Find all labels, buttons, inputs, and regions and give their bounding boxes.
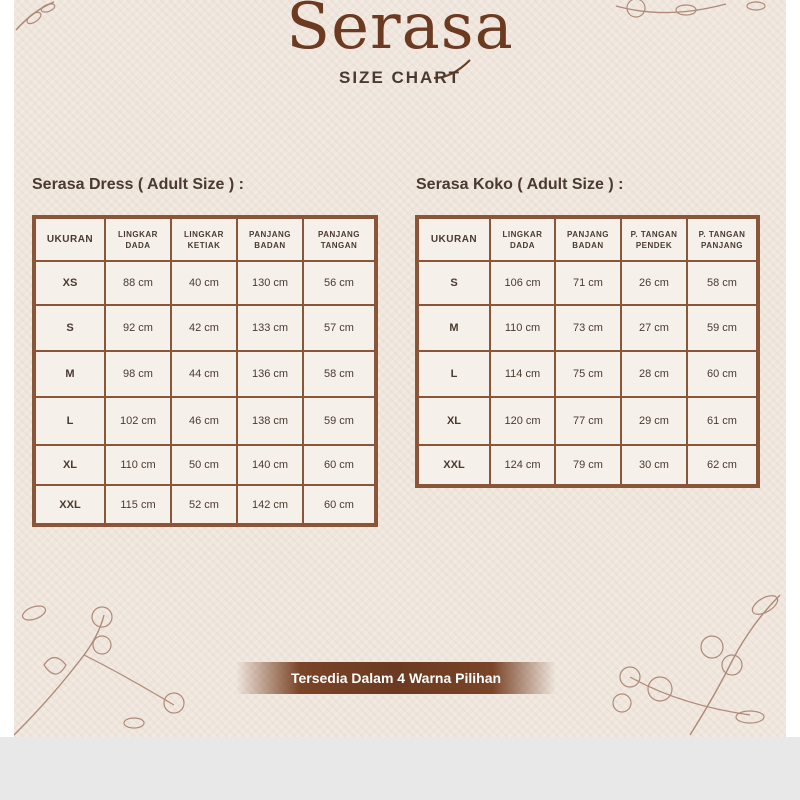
size-label: XL [419, 398, 489, 444]
table-cell: 52 cm [172, 486, 236, 523]
header-cell: P. TANGAN PENDEK [622, 219, 686, 260]
floral-bottom-right-icon [600, 585, 786, 737]
size-label: XXL [36, 486, 104, 523]
table-cell: 26 cm [622, 262, 686, 304]
table-cell: 61 cm [688, 398, 756, 444]
brand-logo: Serasa [286, 0, 514, 64]
header-cell: P. TANGAN PANJANG [688, 219, 756, 260]
size-label: XXL [419, 446, 489, 484]
koko-section-title: Serasa Koko ( Adult Size ) : [416, 176, 624, 193]
table-row [419, 446, 756, 484]
table-cell: 92 cm [106, 306, 170, 350]
page-footer-band [0, 737, 800, 800]
table-row [419, 398, 756, 444]
table-cell: 115 cm [106, 486, 170, 523]
table-row [419, 306, 756, 350]
table-row [36, 446, 374, 484]
table-cell: 106 cm [491, 262, 554, 304]
header-cell: LINGKAR DADA [491, 219, 554, 260]
table-cell: 98 cm [106, 352, 170, 396]
table-cell: 44 cm [172, 352, 236, 396]
size-label: XS [36, 262, 104, 304]
table-cell: 133 cm [238, 306, 302, 350]
table-cell: 58 cm [688, 262, 756, 304]
table-row [36, 352, 374, 396]
table-cell: 120 cm [491, 398, 554, 444]
table-row [36, 398, 374, 444]
table-row [36, 306, 374, 350]
dress-section-title: Serasa Dress ( Adult Size ) : [32, 176, 244, 193]
header-cell: UKURAN [36, 219, 104, 260]
table-cell: 59 cm [304, 398, 374, 444]
header-cell: PANJANG BADAN [556, 219, 620, 260]
table-cell: 136 cm [238, 352, 302, 396]
header-cell: PANJANG TANGAN [304, 219, 374, 260]
table-cell: 124 cm [491, 446, 554, 484]
table-cell: 73 cm [556, 306, 620, 350]
table-cell: 59 cm [688, 306, 756, 350]
table-cell: 71 cm [556, 262, 620, 304]
table-row [419, 352, 756, 396]
header-cell: LINGKAR DADA [106, 219, 170, 260]
table-cell: 88 cm [106, 262, 170, 304]
table-cell: 58 cm [304, 352, 374, 396]
table-cell: 114 cm [491, 352, 554, 396]
size-label: L [36, 398, 104, 444]
table-row [36, 486, 374, 523]
size-label: M [419, 306, 489, 350]
table-cell: 60 cm [688, 352, 756, 396]
table-cell: 110 cm [491, 306, 554, 350]
table-cell: 42 cm [172, 306, 236, 350]
table-cell: 57 cm [304, 306, 374, 350]
table-cell: 138 cm [238, 398, 302, 444]
table-cell: 130 cm [238, 262, 302, 304]
table-row [419, 262, 756, 304]
size-label: S [36, 306, 104, 350]
table-cell: 28 cm [622, 352, 686, 396]
table-cell: 27 cm [622, 306, 686, 350]
table-cell: 56 cm [304, 262, 374, 304]
table-cell: 46 cm [172, 398, 236, 444]
size-label: M [36, 352, 104, 396]
table-cell: 50 cm [172, 446, 236, 484]
table-cell: 79 cm [556, 446, 620, 484]
table-cell: 110 cm [106, 446, 170, 484]
header-cell: LINGKAR KETIAK [172, 219, 236, 260]
table-cell: 75 cm [556, 352, 620, 396]
table-row [36, 262, 374, 304]
size-label: S [419, 262, 489, 304]
dress-size-table [32, 215, 378, 527]
table-cell: 102 cm [106, 398, 170, 444]
size-label: XL [36, 446, 104, 484]
table-cell: 30 cm [622, 446, 686, 484]
table-cell: 77 cm [556, 398, 620, 444]
table-header-row [419, 219, 756, 260]
color-options-badge: Tersedia Dalam 4 Warna Pilihan [236, 662, 556, 694]
table-cell: 60 cm [304, 446, 374, 484]
table-cell: 62 cm [688, 446, 756, 484]
floral-bottom-left-icon [14, 595, 194, 737]
koko-size-table [415, 215, 760, 488]
table-cell: 29 cm [622, 398, 686, 444]
table-cell: 60 cm [304, 486, 374, 523]
page-subtitle: SIZE CHART [339, 68, 461, 87]
table-cell: 142 cm [238, 486, 302, 523]
header-cell: PANJANG BADAN [238, 219, 302, 260]
table-cell: 40 cm [172, 262, 236, 304]
table-header-row [36, 219, 374, 260]
header-cell: UKURAN [419, 219, 489, 260]
size-label: L [419, 352, 489, 396]
size-chart-poster [14, 0, 786, 737]
table-cell: 140 cm [238, 446, 302, 484]
